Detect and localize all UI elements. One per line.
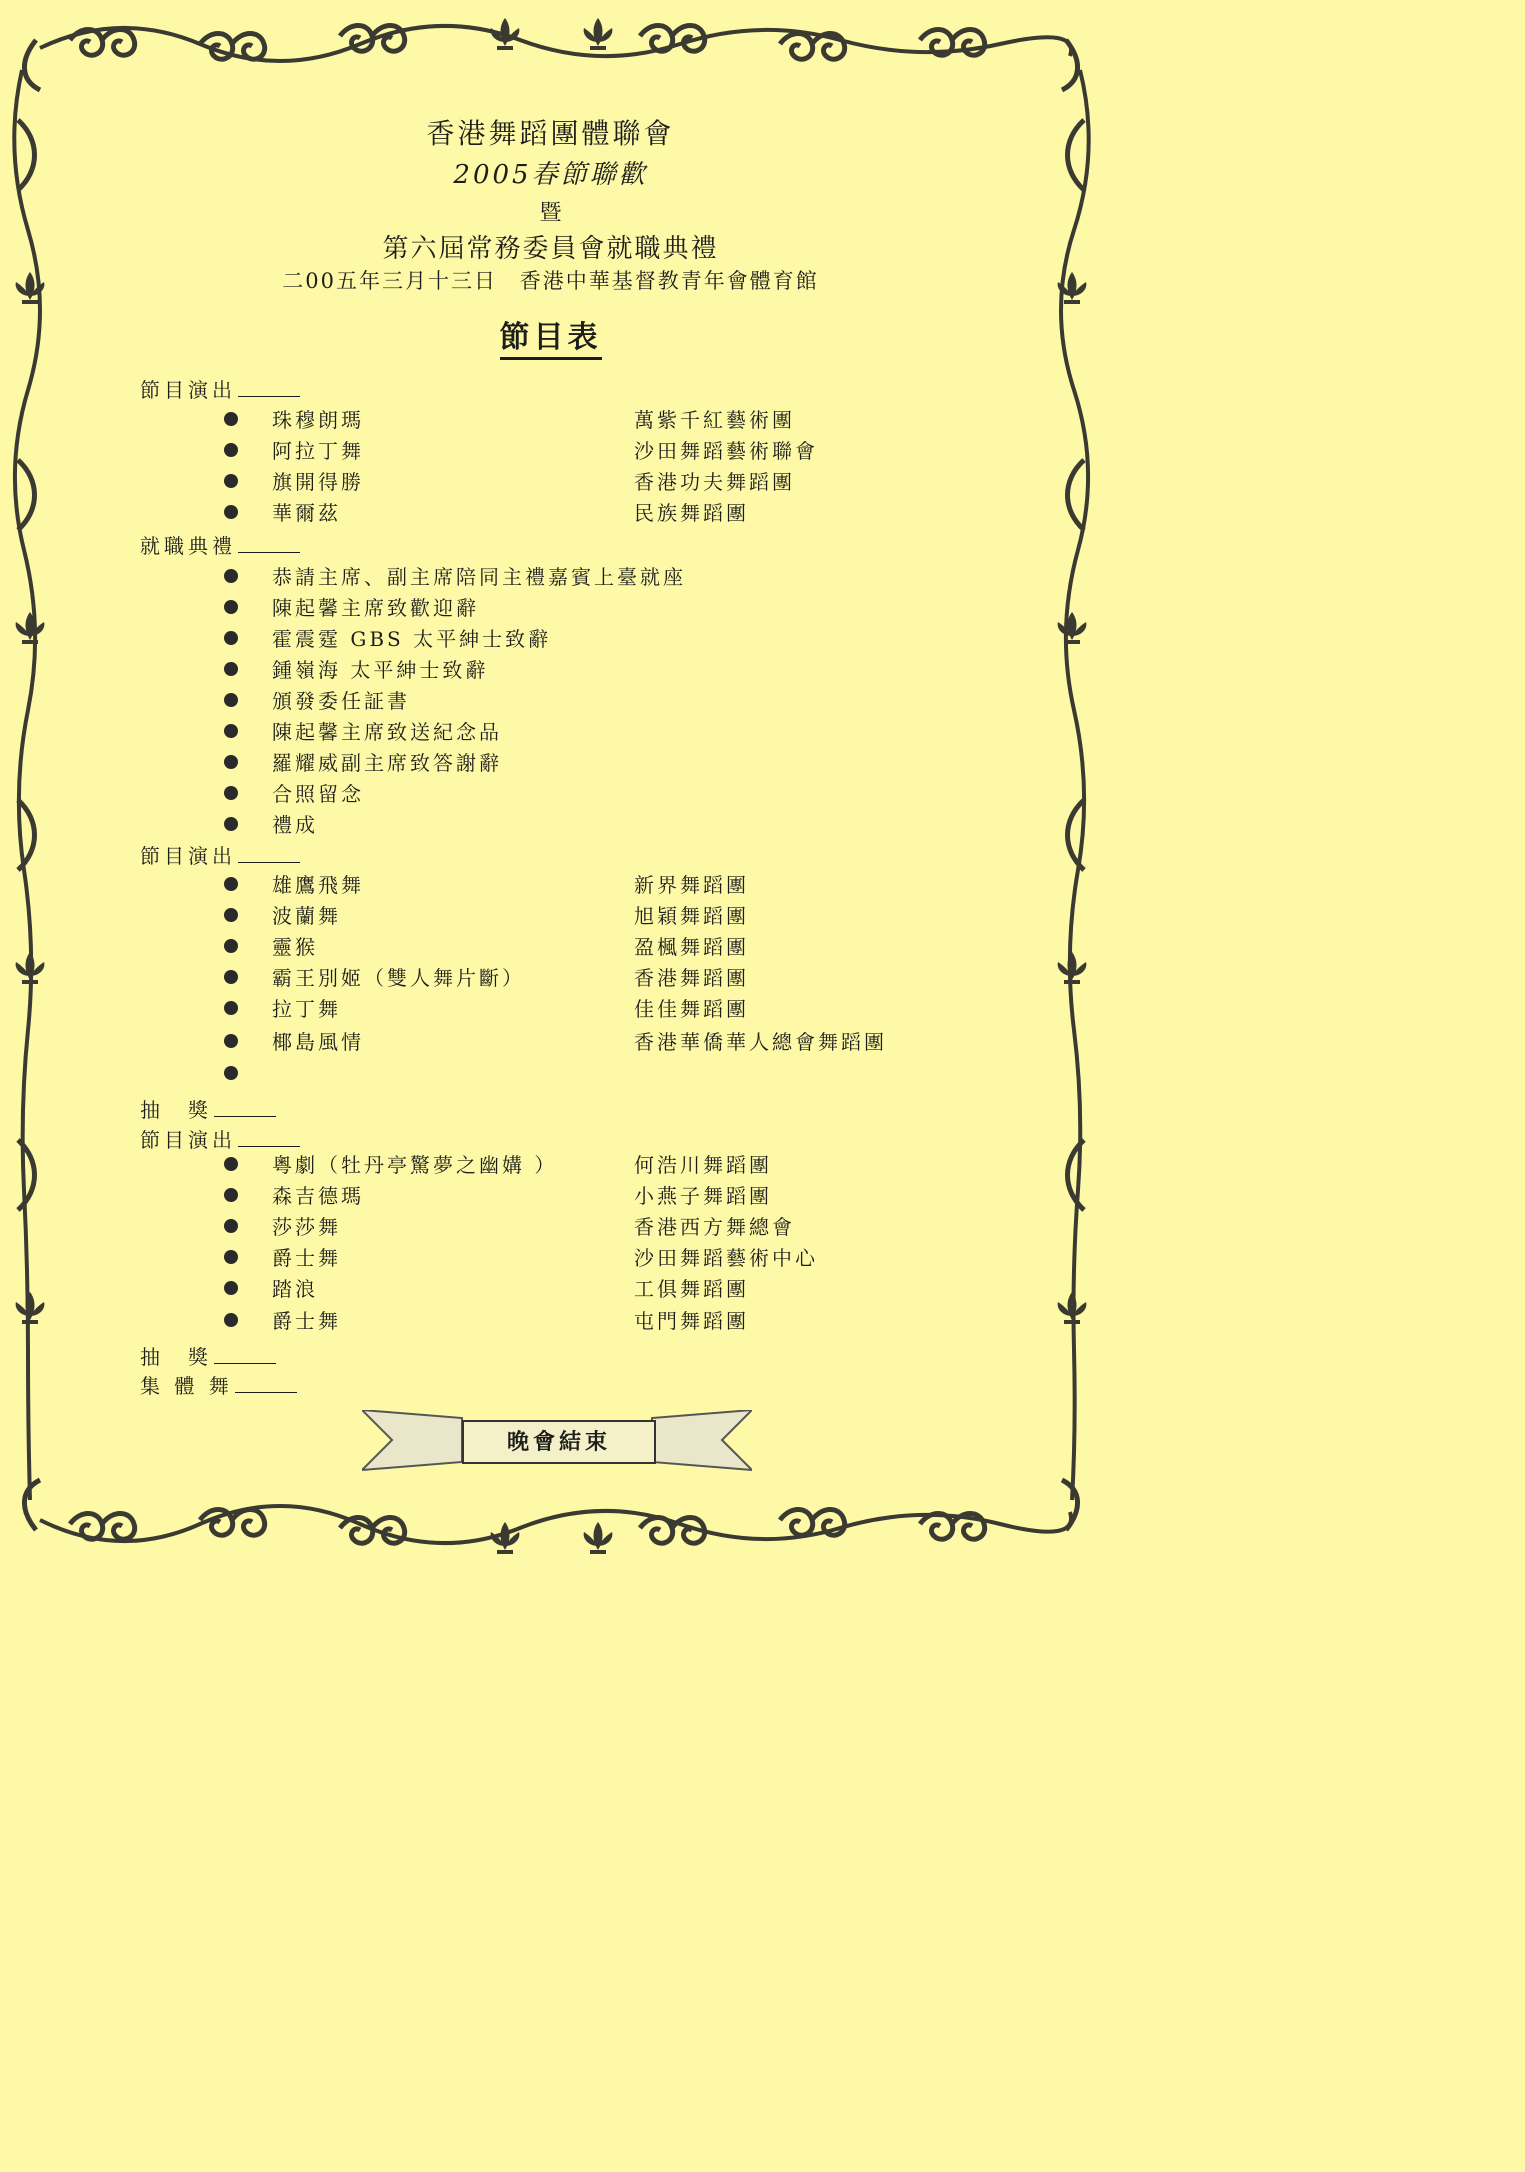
- list-item: [0, 778, 1101, 808]
- item-name: 霸王別姬（雙人舞片斷）: [272, 966, 525, 990]
- item-name: 拉丁舞: [272, 997, 341, 1021]
- list-item: [0, 435, 1101, 465]
- bullet-icon: [224, 786, 238, 800]
- list-item: [0, 931, 1101, 961]
- bullet-icon: [224, 755, 238, 769]
- item-name: 粵劇（牡丹亭驚夢之幽媾 ）: [272, 1153, 558, 1177]
- list-item: [0, 747, 1101, 777]
- section-heading: 就職典禮: [140, 530, 300, 559]
- bullet-icon: [224, 600, 238, 614]
- list-item: [0, 1211, 1101, 1241]
- org-title: 香港舞蹈團體聯會: [426, 117, 675, 150]
- item-name: 華爾茲: [272, 501, 341, 525]
- item-org: 新界舞蹈團: [634, 873, 749, 897]
- bullet-icon: [224, 443, 238, 457]
- item-org: 沙田舞蹈藝術聯會: [634, 439, 818, 463]
- ceremony-title: 第六屆常務委員會就職典禮: [382, 234, 719, 264]
- item-name: 靈猴: [272, 935, 318, 959]
- item-org: 民族舞蹈團: [634, 501, 749, 525]
- bullet-icon: [224, 693, 238, 707]
- item-name: 頒發委任証書: [272, 689, 410, 713]
- closing-label: 晚會結束: [462, 1420, 656, 1464]
- section-heading: 抽 獎: [140, 1094, 276, 1123]
- bullet-icon: [224, 1188, 238, 1202]
- item-org: 小燕子舞蹈團: [634, 1184, 772, 1208]
- item-name: 鍾嶺海 太平紳士致辭: [272, 658, 489, 682]
- item-name: 合照留念: [272, 782, 364, 806]
- section-heading: 抽 獎: [140, 1341, 276, 1370]
- list-item: [0, 1058, 1101, 1088]
- list-item: [0, 466, 1101, 496]
- bullet-icon: [224, 817, 238, 831]
- bullet-icon: [224, 970, 238, 984]
- section-heading: 集 體 舞: [140, 1370, 297, 1399]
- list-item: [0, 685, 1101, 715]
- item-org: 屯門舞蹈團: [634, 1309, 749, 1333]
- item-org: 香港西方舞總會: [634, 1215, 795, 1239]
- item-org: 香港功夫舞蹈團: [634, 470, 795, 494]
- programme-title: [0, 312, 1101, 356]
- item-name: 阿拉丁舞: [272, 439, 364, 463]
- bullet-icon: [224, 1281, 238, 1295]
- list-item: [0, 869, 1101, 899]
- list-item: [0, 1026, 1101, 1056]
- programme-title-text: 節目表: [500, 320, 602, 360]
- bullet-icon: [224, 939, 238, 953]
- item-org: 香港華僑華人總會舞蹈團: [634, 1030, 887, 1054]
- bullet-icon: [224, 631, 238, 645]
- item-name: 爵士舞: [272, 1246, 341, 1270]
- bullet-icon: [224, 505, 238, 519]
- item-name: 椰島風情: [272, 1030, 364, 1054]
- item-name: 雄鷹飛舞: [272, 873, 364, 897]
- item-name: 珠穆朗瑪: [272, 408, 364, 432]
- bullet-icon: [224, 662, 238, 676]
- item-org: 工俱舞蹈團: [634, 1277, 749, 1301]
- section-heading: 節目演出: [140, 840, 300, 869]
- item-name: 踏浪: [272, 1277, 318, 1301]
- list-item: [0, 809, 1101, 839]
- item-name: 霍震霆 GBS 太平紳士致辭: [272, 627, 552, 651]
- item-org: 何浩川舞蹈團: [634, 1153, 772, 1177]
- bullet-icon: [224, 474, 238, 488]
- bullet-icon: [224, 1219, 238, 1233]
- list-item: [0, 716, 1101, 746]
- item-name: 波蘭舞: [272, 904, 341, 928]
- item-name: 羅耀威副主席致答謝辭: [272, 751, 502, 775]
- list-item: [0, 1242, 1101, 1272]
- list-item: [0, 404, 1101, 434]
- bullet-icon: [224, 724, 238, 738]
- item-name: 禮成: [272, 813, 318, 837]
- event-title: 2005春節聯歡: [453, 160, 648, 190]
- bullet-icon: [224, 877, 238, 891]
- item-name: 爵士舞: [272, 1309, 341, 1333]
- item-name: 旗開得勝: [272, 470, 364, 494]
- list-item: [0, 1273, 1101, 1303]
- bullet-icon: [224, 1157, 238, 1171]
- conjunction: 暨: [539, 201, 562, 226]
- list-item: [0, 561, 1101, 591]
- list-item: [0, 1180, 1101, 1210]
- list-item: [0, 623, 1101, 653]
- bullet-icon: [224, 1034, 238, 1048]
- bullet-icon: [224, 412, 238, 426]
- bullet-icon: [224, 908, 238, 922]
- list-item: [0, 654, 1101, 684]
- bullet-icon: [224, 569, 238, 583]
- section-heading: 節目演出: [140, 1124, 300, 1153]
- item-name: 恭請主席、副主席陪同主禮嘉賓上臺就座: [272, 565, 686, 589]
- item-org: 萬紫千紅藝術團: [634, 408, 795, 432]
- list-item: [0, 1305, 1101, 1335]
- item-org: 盈楓舞蹈團: [634, 935, 749, 959]
- item-name: 莎莎舞: [272, 1215, 341, 1239]
- list-item: [0, 993, 1101, 1023]
- list-item: [0, 497, 1101, 527]
- list-item: [0, 1149, 1101, 1179]
- item-org: 沙田舞蹈藝術中心: [634, 1246, 818, 1270]
- item-name: 陳起馨主席致歡迎辭: [272, 596, 479, 620]
- item-name: 陳起馨主席致送紀念品: [272, 720, 502, 744]
- item-org: 旭穎舞蹈團: [634, 904, 749, 928]
- item-org: 佳佳舞蹈團: [634, 997, 749, 1021]
- item-name: 森吉德瑪: [272, 1184, 364, 1208]
- bullet-icon: [224, 1250, 238, 1264]
- date-venue: 二00五年三月十三日 香港中華基督教青年會體育館: [282, 269, 819, 293]
- bullet-icon: [224, 1066, 238, 1080]
- list-item: [0, 592, 1101, 622]
- item-org: 香港舞蹈團: [634, 966, 749, 990]
- section-heading: 節目演出: [140, 374, 300, 403]
- bullet-icon: [224, 1313, 238, 1327]
- list-item: [0, 900, 1101, 930]
- bullet-icon: [224, 1001, 238, 1015]
- list-item: [0, 962, 1101, 992]
